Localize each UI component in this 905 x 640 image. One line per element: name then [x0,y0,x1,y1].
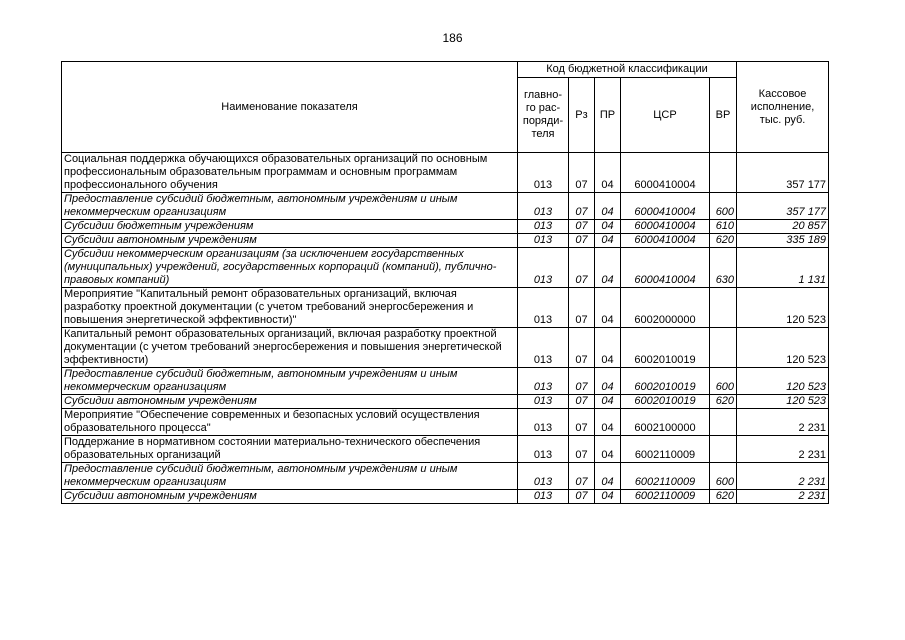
cell-pr: 04 [595,395,621,409]
cell-amount: 120 523 [737,368,829,395]
cell-vr: 630 [710,248,737,288]
cell-rz: 07 [569,234,595,248]
cell-glav: 013 [518,328,569,368]
cell-name: Предоставление субсидий бюджетным, автономным учреждениям и иным некоммерческим организациям [62,368,518,395]
cell-rz: 07 [569,409,595,436]
cell-pr: 04 [595,220,621,234]
table-row [62,234,829,248]
cell-rz: 07 [569,395,595,409]
table-row [62,463,829,490]
cell-name: Капитальный ремонт образовательных организаций, включая разработку проектной документации (с учетом требований энергосбережения и повышения энергетической эффективности) [62,328,518,368]
cell-pr: 04 [595,436,621,463]
cell-glav: 013 [518,220,569,234]
cell-rz: 07 [569,220,595,234]
cell-amount: 357 177 [737,153,829,193]
cell-pr: 04 [595,368,621,395]
cell-rz: 07 [569,248,595,288]
cell-pr: 04 [595,193,621,220]
cell-rz: 07 [569,193,595,220]
budget-table [61,61,829,504]
cell-csr: 6000410004 [621,234,710,248]
table-row [62,395,829,409]
cell-vr [710,288,737,328]
cell-vr [710,328,737,368]
cell-pr: 04 [595,288,621,328]
cell-csr: 6002010019 [621,328,710,368]
table-row [62,368,829,395]
cell-rz: 07 [569,328,595,368]
cell-pr: 04 [595,328,621,368]
cell-amount: 2 231 [737,490,829,504]
page-number: 186 [442,31,463,45]
table-row [62,248,829,288]
cell-pr: 04 [595,234,621,248]
cell-glav: 013 [518,409,569,436]
header-pr: ПР [595,78,621,153]
header-rz: Рз [569,78,595,153]
cell-csr: 6002100000 [621,409,710,436]
cell-rz: 07 [569,153,595,193]
cell-csr: 6002010019 [621,368,710,395]
cell-csr: 6002110009 [621,436,710,463]
cell-amount: 1 131 [737,248,829,288]
cell-glav: 013 [518,395,569,409]
cell-amount: 120 523 [737,288,829,328]
cell-pr: 04 [595,409,621,436]
cell-csr: 6000410004 [621,193,710,220]
cell-vr: 620 [710,234,737,248]
cell-amount: 120 523 [737,328,829,368]
cell-name: Мероприятие "Обеспечение современных и безопасных условий осуществления образовательного процесса" [62,409,518,436]
cell-amount: 2 231 [737,463,829,490]
cell-vr: 600 [710,463,737,490]
cell-glav: 013 [518,234,569,248]
cell-rz: 07 [569,368,595,395]
cell-vr: 620 [710,395,737,409]
cell-glav: 013 [518,490,569,504]
cell-name: Социальная поддержка обучающихся образовательных организаций по основным профессиональным образовательным программам и основным программам профессионального обучения [62,153,518,193]
table-row [62,328,829,368]
cell-vr: 610 [710,220,737,234]
cell-name: Субсидии бюджетным учреждениям [62,220,518,234]
cell-rz: 07 [569,288,595,328]
cell-name: Предоставление субсидий бюджетным, автономным учреждениям и иным некоммерческим организациям [62,463,518,490]
table-row [62,220,829,234]
cell-glav: 013 [518,436,569,463]
header-amount: Кассовое исполнение, тыс. руб. [737,62,829,153]
cell-name: Субсидии некоммерческим организациям (за исключением государственных (муниципальных) учреждений, государственных корпораций (компаний), публично-правовых компаний) [62,248,518,288]
cell-pr: 04 [595,463,621,490]
cell-amount: 2 231 [737,409,829,436]
header-budget-classification: Код бюджетной классификации [518,62,737,78]
cell-csr: 6002000000 [621,288,710,328]
table-row [62,153,829,193]
cell-rz: 07 [569,463,595,490]
cell-amount: 20 857 [737,220,829,234]
cell-name: Поддержание в нормативном состоянии материально-технического обеспечения образовательных организаций [62,436,518,463]
cell-pr: 04 [595,490,621,504]
cell-glav: 013 [518,248,569,288]
header-vr: ВР [710,78,737,153]
cell-glav: 013 [518,463,569,490]
table-row [62,193,829,220]
table-row [62,436,829,463]
cell-vr [710,409,737,436]
cell-csr: 6000410004 [621,220,710,234]
table-row [62,490,829,504]
cell-glav: 013 [518,193,569,220]
cell-pr: 04 [595,153,621,193]
cell-name: Мероприятие "Капитальный ремонт образовательных организаций, включая разработку проектной документации (с учетом требований энергосбережения и повышения энергетической эффективности)" [62,288,518,328]
cell-vr: 600 [710,193,737,220]
cell-glav: 013 [518,368,569,395]
cell-rz: 07 [569,490,595,504]
cell-name: Субсидии автономным учреждениям [62,234,518,248]
cell-vr: 620 [710,490,737,504]
cell-vr [710,153,737,193]
cell-name: Субсидии автономным учреждениям [62,490,518,504]
cell-glav: 013 [518,153,569,193]
cell-name: Предоставление субсидий бюджетным, автономным учреждениям и иным некоммерческим организациям [62,193,518,220]
cell-amount: 120 523 [737,395,829,409]
cell-name: Субсидии автономным учреждениям [62,395,518,409]
header-csr: ЦСР [621,78,710,153]
cell-csr: 6002010019 [621,395,710,409]
cell-csr: 6000410004 [621,153,710,193]
cell-csr: 6002110009 [621,463,710,490]
header-name: Наименование показателя [62,62,518,153]
cell-vr: 600 [710,368,737,395]
table-row [62,409,829,436]
cell-amount: 2 231 [737,436,829,463]
cell-vr [710,436,737,463]
table-body [62,153,829,504]
cell-rz: 07 [569,436,595,463]
cell-csr: 6000410004 [621,248,710,288]
cell-csr: 6002110009 [621,490,710,504]
cell-amount: 357 177 [737,193,829,220]
cell-glav: 013 [518,288,569,328]
cell-pr: 04 [595,248,621,288]
table-row [62,288,829,328]
cell-amount: 335 189 [737,234,829,248]
header-glav: главно- го рас- поряди- теля [518,78,569,153]
table-header [62,62,829,153]
